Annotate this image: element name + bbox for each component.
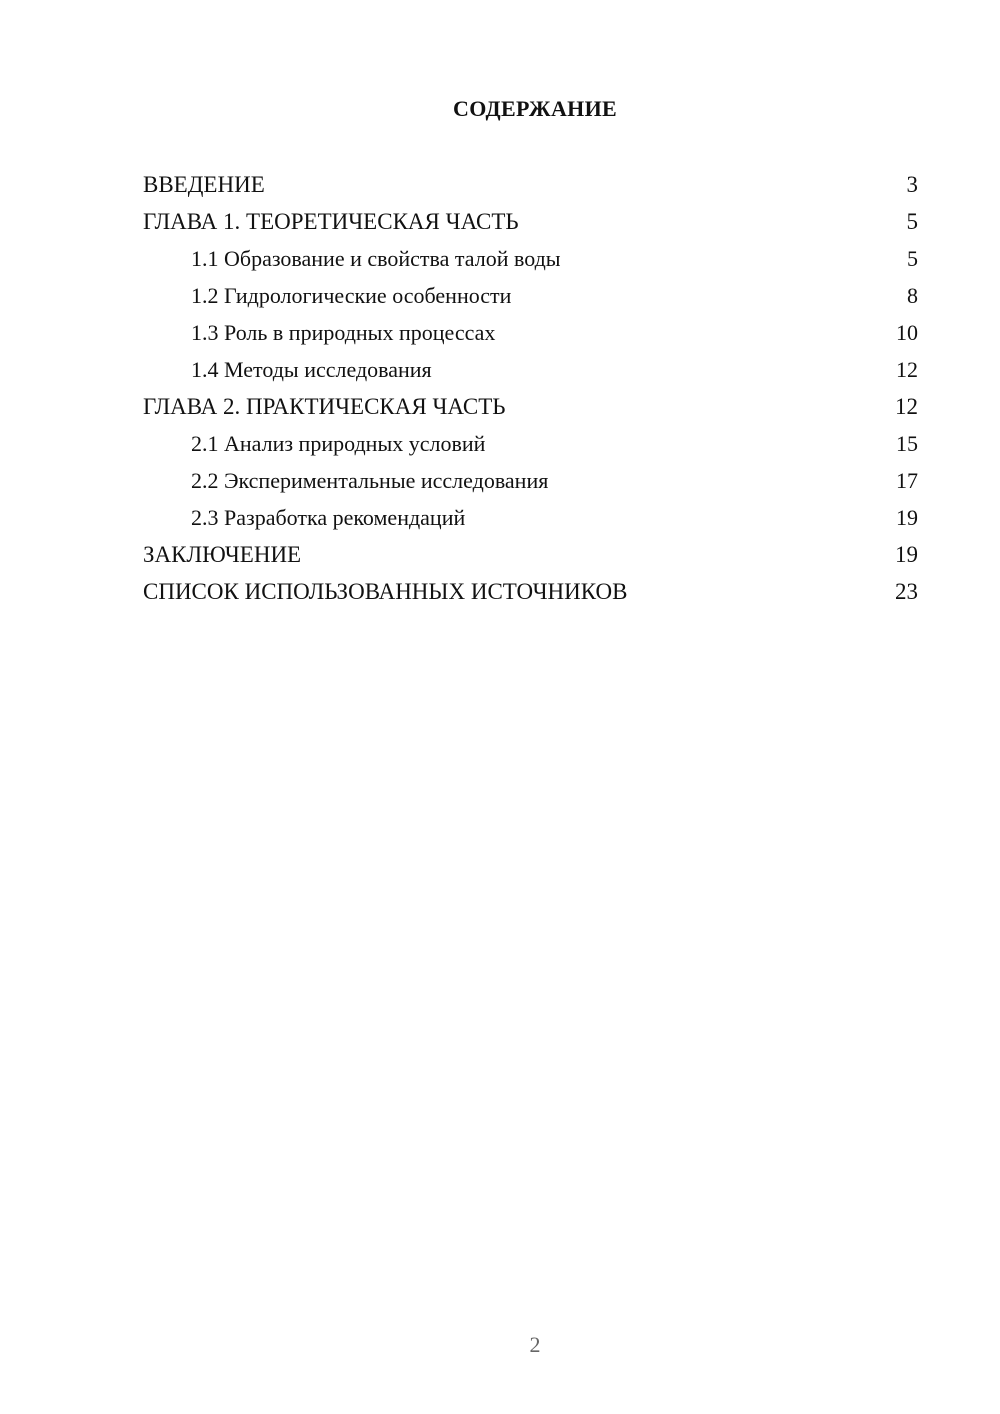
toc-entry-label: 1.4 Методы исследования — [191, 357, 432, 382]
toc-entry-page: 19 — [895, 542, 918, 567]
toc-entry-page: 19 — [896, 505, 918, 530]
toc-entry-page: 17 — [896, 468, 918, 493]
toc-entry-section-1-4[interactable] — [143, 351, 918, 388]
toc-entry-page: 23 — [895, 579, 918, 604]
toc-entry-page: 3 — [906, 172, 918, 197]
toc-entry-label: 1.3 Роль в природных процессах — [191, 320, 496, 345]
table-of-contents — [143, 166, 918, 610]
toc-entry-page: 5 — [906, 209, 918, 234]
toc-entry-page: 12 — [896, 357, 918, 382]
toc-entry-label: 1.2 Гидрологические особенности — [191, 283, 512, 308]
toc-entry-section-2-3[interactable] — [143, 499, 918, 536]
toc-entry-chapter-1[interactable] — [143, 203, 918, 240]
toc-entry-label: ЗАКЛЮЧЕНИЕ — [143, 542, 302, 567]
toc-entry-label: 2.3 Разработка рекомендаций — [191, 505, 466, 530]
toc-entry-section-1-3[interactable] — [143, 314, 918, 351]
toc-entry-label: СПИСОК ИСПОЛЬЗОВАННЫХ ИСТОЧНИКОВ — [143, 579, 628, 604]
toc-entry-label: 2.2 Экспериментальные исследования — [191, 468, 549, 493]
toc-entry-label: 1.1 Образование и свойства талой воды — [191, 246, 561, 271]
page-number: 2 — [529, 1332, 541, 1357]
toc-entry-label: ГЛАВА 1. ТЕОРЕТИЧЕСКАЯ ЧАСТЬ — [143, 209, 519, 234]
toc-entry-conclusion[interactable] — [143, 536, 918, 573]
page-title: СОДЕРЖАНИЕ — [453, 96, 617, 121]
toc-entry-page: 8 — [907, 283, 918, 308]
toc-entry-page: 10 — [896, 320, 918, 345]
toc-entry-label: ГЛАВА 2. ПРАКТИЧЕСКАЯ ЧАСТЬ — [143, 394, 506, 419]
toc-entry-label: 2.1 Анализ природных условий — [191, 431, 486, 456]
toc-entry-page: 12 — [895, 394, 918, 419]
toc-entry-introduction[interactable] — [143, 166, 918, 203]
toc-entry-chapter-2[interactable] — [143, 388, 918, 425]
toc-entry-section-2-1[interactable] — [143, 425, 918, 462]
toc-entry-label: ВВЕДЕНИЕ — [143, 172, 265, 197]
toc-entry-references[interactable] — [143, 573, 918, 610]
toc-entry-page: 5 — [907, 246, 918, 271]
toc-entry-section-2-2[interactable] — [143, 462, 918, 499]
toc-entry-section-1-1[interactable] — [143, 240, 918, 277]
toc-entry-section-1-2[interactable] — [143, 277, 918, 314]
toc-entry-page: 15 — [896, 431, 918, 456]
